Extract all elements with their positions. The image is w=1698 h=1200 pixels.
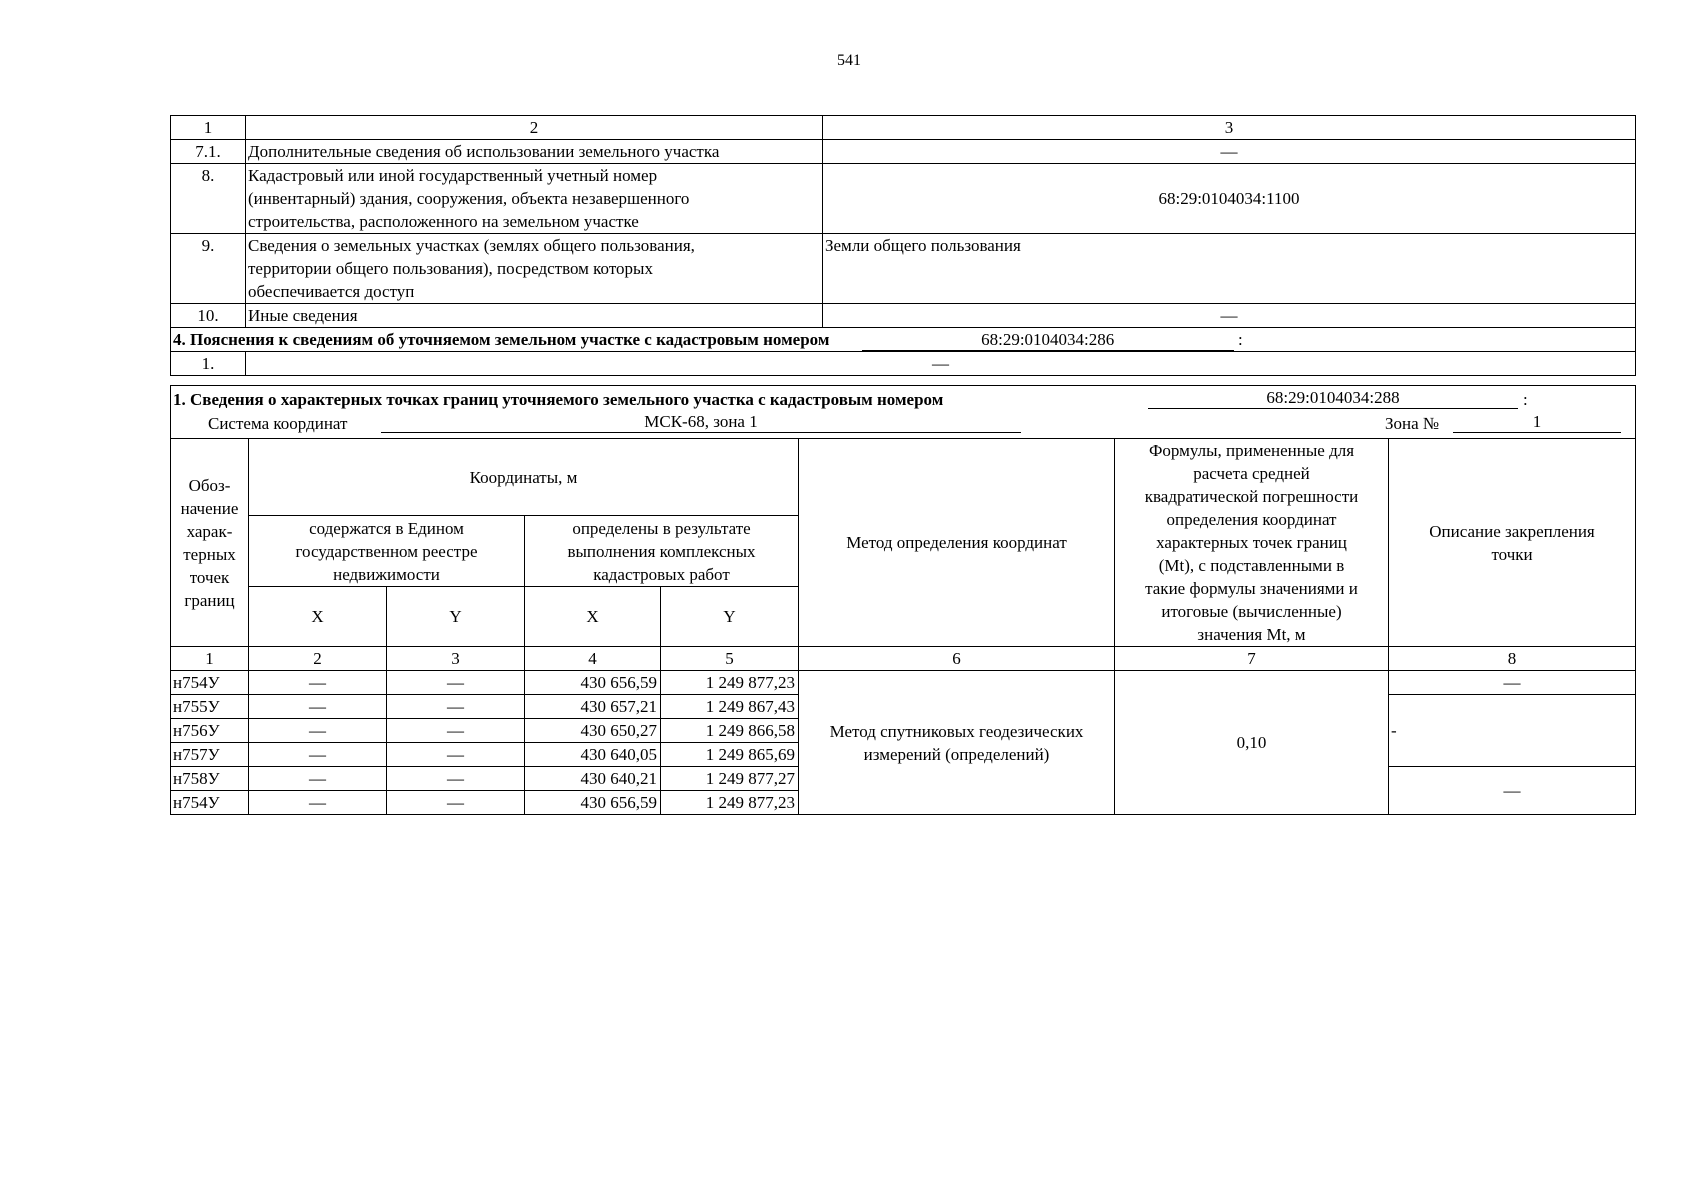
row-value: — <box>823 140 1636 164</box>
x-egrn: — <box>249 767 387 791</box>
points-section-title: 1. Сведения о характерных точках границ уточняемого земельного участка с кадастровым номером <box>173 390 944 409</box>
description-first: — <box>1389 671 1636 695</box>
row-label: Иные сведения <box>246 304 823 328</box>
method-value: Метод спутниковых геодезических измерений (определений) <box>799 671 1115 815</box>
col-header-coordinates: Координаты, м <box>249 439 799 516</box>
col-header-3: 3 <box>823 116 1636 140</box>
row-number: 1. <box>171 352 246 376</box>
coordinate-system-label: Система координат <box>208 414 348 433</box>
point-designation: н754У <box>171 671 249 695</box>
x-egrn: — <box>249 719 387 743</box>
colon: : <box>1523 390 1528 409</box>
x-egrn: — <box>249 695 387 719</box>
description-middle: - <box>1389 695 1636 767</box>
x-coordinate: 430 650,27 <box>525 719 661 743</box>
point-designation: н758У <box>171 767 249 791</box>
col-number: 5 <box>661 647 799 671</box>
point-designation: н754У <box>171 791 249 815</box>
y-coordinate: 1 249 865,69 <box>661 743 799 767</box>
row-label <box>246 234 823 304</box>
zone-label: Зона № <box>1385 414 1440 433</box>
col-number: 1 <box>171 647 249 671</box>
col-header-designation: Обоз- начение харак- терных точек границ <box>171 439 249 647</box>
section-4-header <box>171 328 1636 352</box>
label-line: строительства, расположенного на земельном участке <box>248 212 639 231</box>
col-number: 4 <box>525 647 661 671</box>
y-coordinate: 1 249 866,58 <box>661 719 799 743</box>
y-coordinate: 1 249 877,23 <box>661 671 799 695</box>
col-number: 8 <box>1389 647 1636 671</box>
description-last: — <box>1389 767 1636 815</box>
col-header-egrn: содержатся в Едином государственном реестре недвижимости <box>249 516 525 587</box>
row-value: — <box>823 304 1636 328</box>
boundary-points-table <box>170 385 1636 815</box>
row-value: — <box>246 352 1636 376</box>
table-row <box>171 164 1636 234</box>
point-designation: н755У <box>171 695 249 719</box>
label-line: обеспечивается доступ <box>248 282 415 301</box>
y-egrn: — <box>387 743 525 767</box>
y-egrn: — <box>387 719 525 743</box>
x-coordinate: 430 640,05 <box>525 743 661 767</box>
x-coordinate: 430 640,21 <box>525 767 661 791</box>
coordinate-system-value: МСК-68, зона 1 <box>381 412 1021 433</box>
points-table-header-row-1 <box>171 439 1636 516</box>
table-row <box>171 352 1636 376</box>
row-number: 8. <box>171 164 246 234</box>
mt-value: 0,10 <box>1115 671 1389 815</box>
col-number: 3 <box>387 647 525 671</box>
section-4-title: 4. Пояснения к сведениям об уточняемом земельном участке с кадастровым номером <box>173 330 830 349</box>
additional-info-table <box>170 115 1636 376</box>
col-header-kkr: определены в результате выполнения комплексных кадастровых работ <box>525 516 799 587</box>
row-label <box>246 164 823 234</box>
row-number: 10. <box>171 304 246 328</box>
col-header-2: 2 <box>246 116 823 140</box>
colon: : <box>1237 330 1243 349</box>
col-header-formula: Формулы, примененные для расчета средней квадратической погрешности определения координат характерных точек границ (Mt), с подставленными в такие формулы значениями и итоговые (вычисленные) значения Mt, м <box>1115 439 1389 647</box>
table-row <box>171 234 1636 304</box>
y-egrn: — <box>387 671 525 695</box>
table-row <box>171 140 1636 164</box>
zone-value: 1 <box>1453 412 1621 433</box>
point-designation: н756У <box>171 719 249 743</box>
x-egrn: — <box>249 791 387 815</box>
point-designation: н757У <box>171 743 249 767</box>
table-row <box>171 671 1636 695</box>
x-coordinate: 430 656,59 <box>525 791 661 815</box>
col-header-description: Описание закрепления точки <box>1389 439 1636 647</box>
col-header-x-egrn: X <box>249 587 387 647</box>
points-section-cadastral-number: 68:29:0104034:288 <box>1148 388 1518 409</box>
x-egrn: — <box>249 743 387 767</box>
col-header-method: Метод определения координат <box>799 439 1115 647</box>
col-number: 7 <box>1115 647 1389 671</box>
building-cadastral-number: 68:29:0104034:1100 <box>823 164 1636 234</box>
label-line: Кадастровый или иной государственный учетный номер <box>248 166 658 185</box>
label-line: Сведения о земельных участках (землях общего пользования, <box>248 236 695 255</box>
table-row <box>171 304 1636 328</box>
y-egrn: — <box>387 695 525 719</box>
col-number: 2 <box>249 647 387 671</box>
y-egrn: — <box>387 767 525 791</box>
column-numbers-row <box>171 647 1636 671</box>
col-number: 6 <box>799 647 1115 671</box>
x-coordinate: 430 656,59 <box>525 671 661 695</box>
row-label: Дополнительные сведения об использовании земельного участка <box>246 140 823 164</box>
col-header-y-egrn: Y <box>387 587 525 647</box>
col-header-x-kkr: X <box>525 587 661 647</box>
access-lands-value: Земли общего пользования <box>823 234 1636 304</box>
col-header-y-kkr: Y <box>661 587 799 647</box>
page-number: 541 <box>837 52 861 69</box>
col-header-1: 1 <box>171 116 246 140</box>
row-number: 7.1. <box>171 140 246 164</box>
y-coordinate: 1 249 867,43 <box>661 695 799 719</box>
table-header-row <box>171 116 1636 140</box>
y-coordinate: 1 249 877,23 <box>661 791 799 815</box>
label-line: (инвентарный) здания, сооружения, объекта незавершенного <box>248 189 690 208</box>
y-coordinate: 1 249 877,27 <box>661 767 799 791</box>
row-number: 9. <box>171 234 246 304</box>
section-4-cadastral-number: 68:29:0104034:286 <box>862 330 1234 351</box>
label-line: территории общего пользования), посредством которых <box>248 259 653 278</box>
points-section-header <box>171 386 1636 439</box>
x-egrn: — <box>249 671 387 695</box>
x-coordinate: 430 657,21 <box>525 695 661 719</box>
y-egrn: — <box>387 791 525 815</box>
